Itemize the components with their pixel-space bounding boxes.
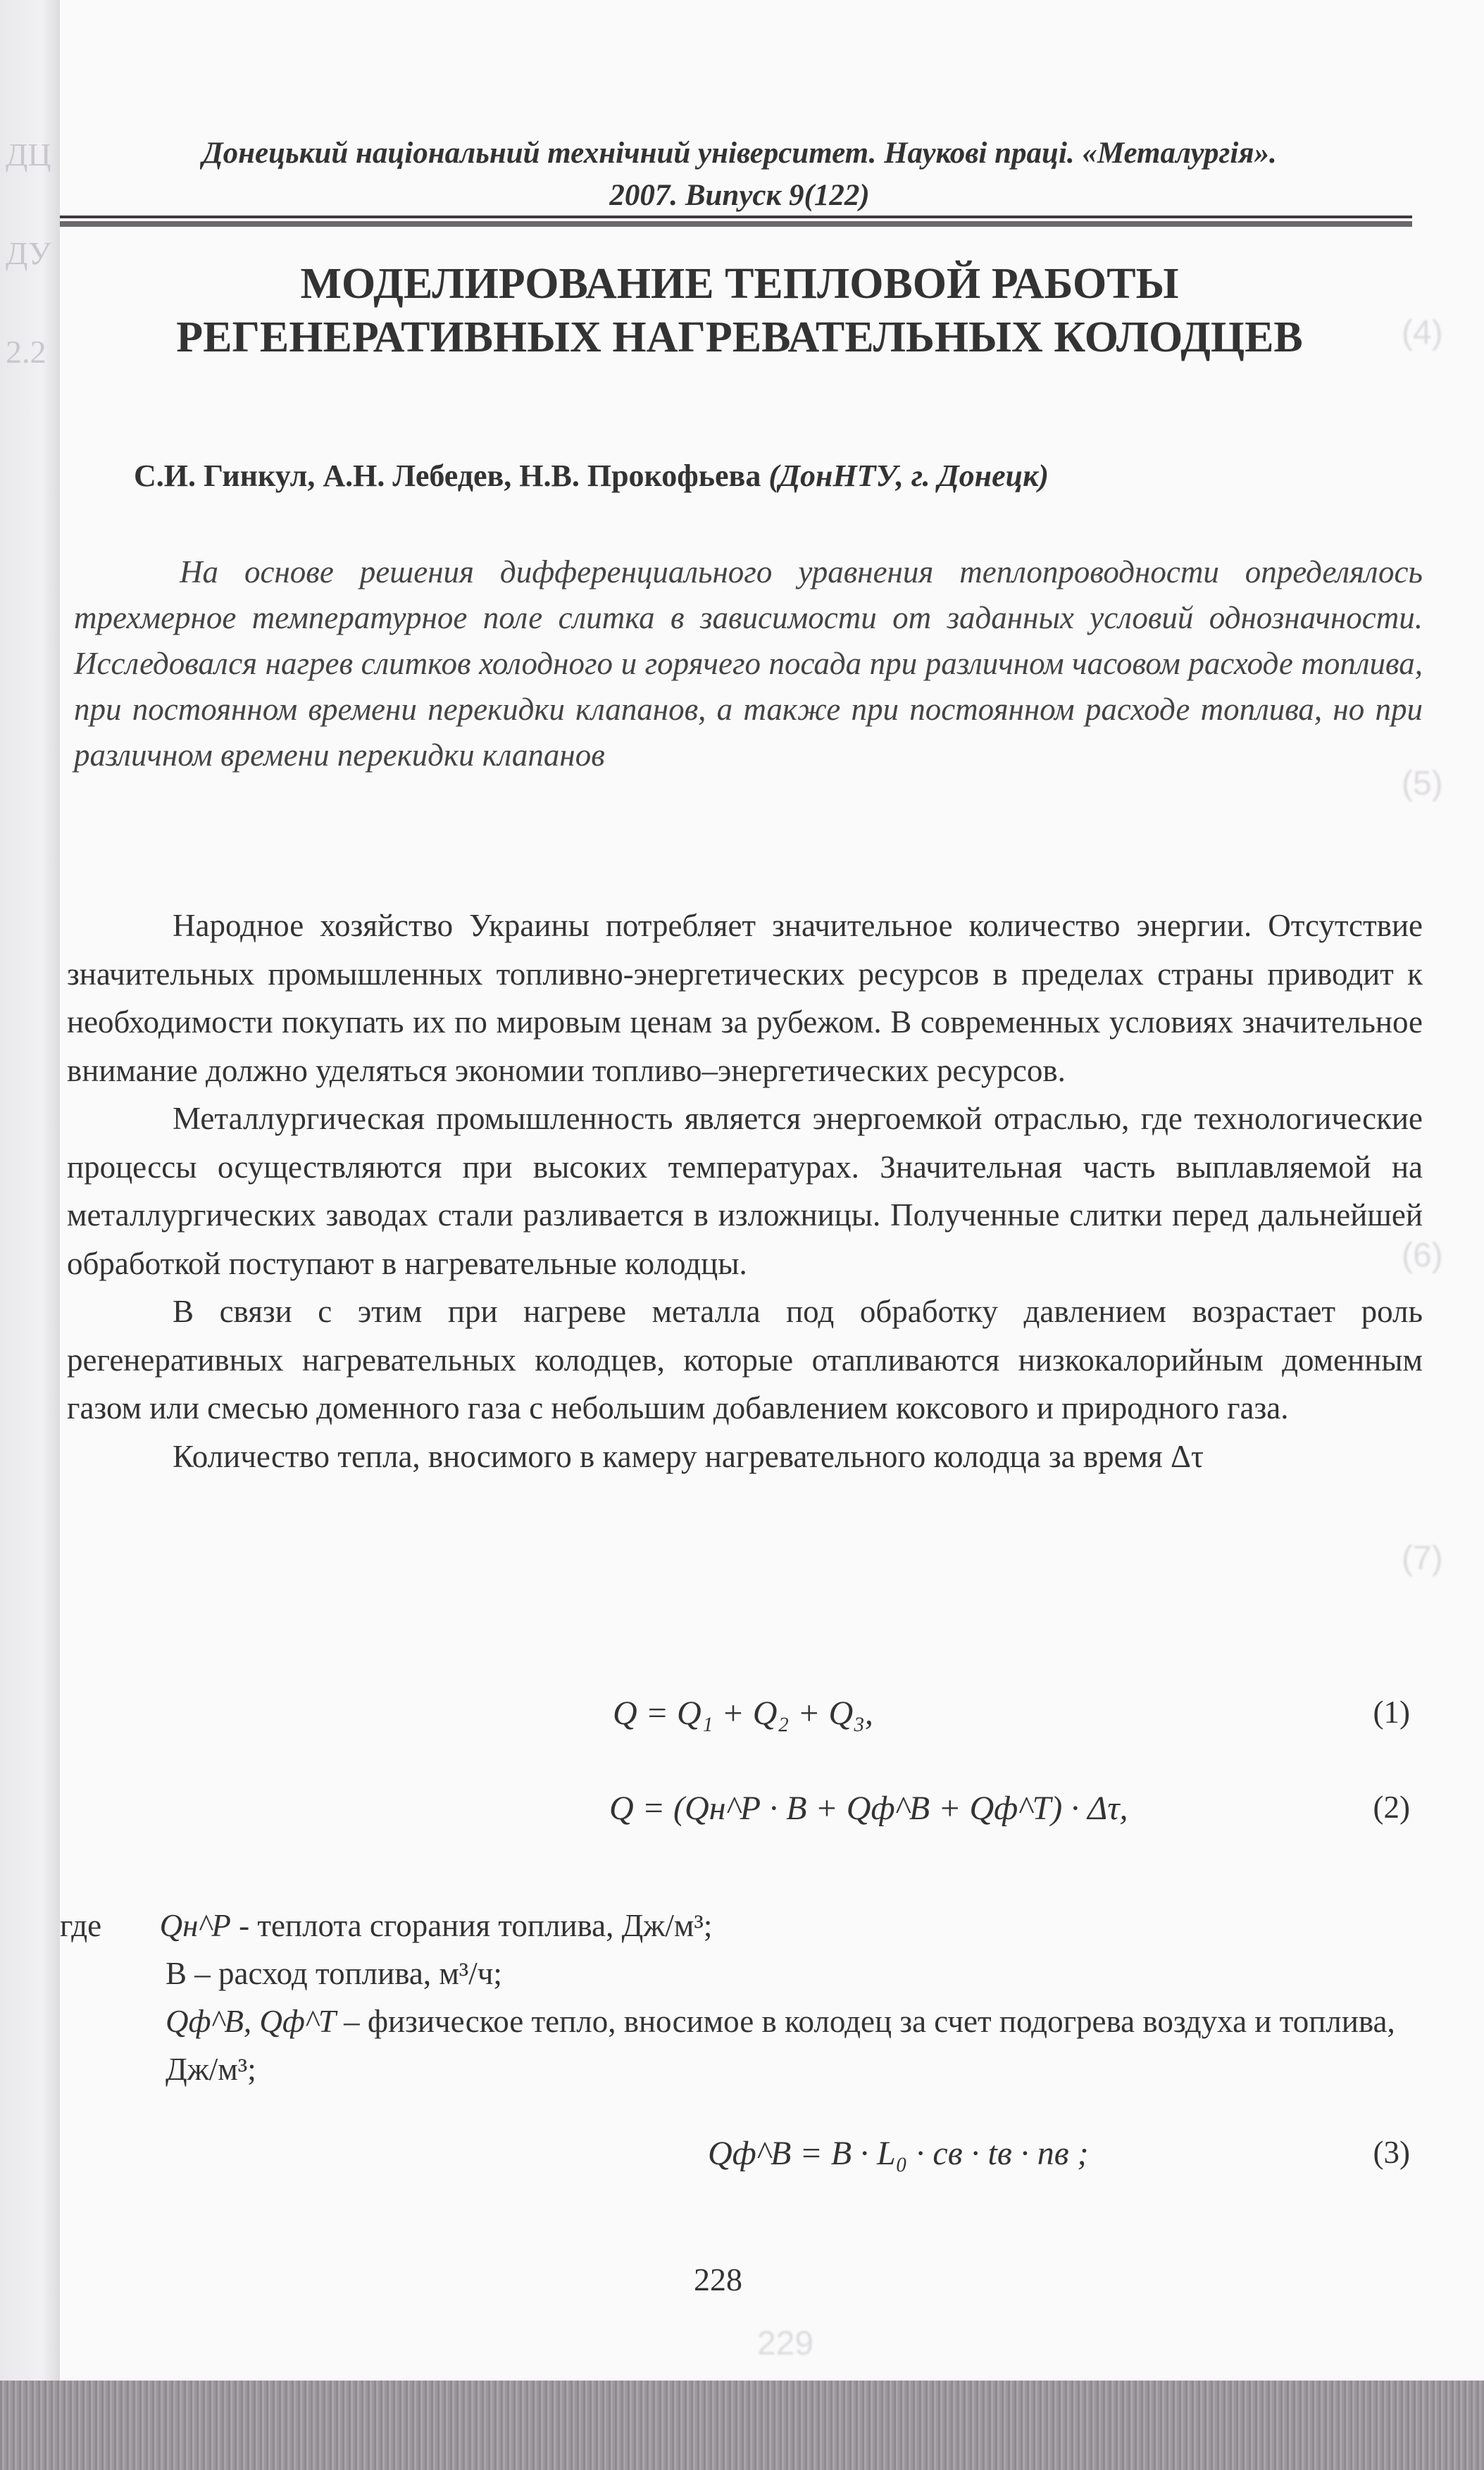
header-rule-thick [60,221,1412,227]
bleed-mark: (7) [1402,1540,1443,1577]
article-title [67,257,1412,364]
equation-2 [609,1789,1128,1828]
equation-1-number: (1) [1373,1695,1410,1730]
journal-line-2: 2007. Випуск 9(122) [609,179,870,212]
header-rule-thin [60,216,1412,218]
running-head [67,132,1412,217]
journal-line-1: Донецький національний технічний університет. Наукові праці. «Металургія». [202,137,1277,170]
equation-3 [708,2134,1089,2173]
definition-text: - теплота сгорания топлива, Дж/м³; [239,1908,713,1943]
definition-text: В – расход топлива, м³/ч; [166,1956,502,1991]
body-text [67,902,1423,1480]
bleed-mark: (4) [1402,314,1443,351]
definition-symbol: Qф^В, Qф^Т [166,2004,336,2039]
equation-3-number: (3) [1373,2135,1410,2170]
title-line-2: РЕГЕНЕРАТИВНЫХ НАГРЕВАТЕЛЬНЫХ КОЛОДЦЕВ [176,313,1303,361]
title-line-1: МОДЕЛИРОВАНИЕ ТЕПЛОВОЙ РАБОТЫ [300,260,1179,308]
abstract [74,549,1423,778]
equation-2-text: Q = (Qн^Р · B + Qф^В + Qф^Т) · Δτ, [609,1790,1128,1827]
bleed-mark: (5) [1402,765,1443,802]
gutter-marks: ДЦ ДУ 2.2 [6,137,51,370]
definition-row [60,1902,1423,1950]
paragraph: Металлургическая промышленность является энергоемкой отраслью, где технологические процессы осуществляются при высоких температурах. Значительная часть выплавляемой на металлургических заводах стали разливается в изложницы. Полученные слитки перед дальнейшей обработкой поступают в нагревательные колодцы. [67,1101,1423,1281]
bleed-mark: 229 [757,2325,814,2362]
definitions [60,1902,1423,2093]
abstract-text: На основе решения дифференциального уравнения теплопроводности определялось трехмерное температурное поле слитка в зависимости от заданных условий однозначности. Исследовался нагрев слитков холодного и горячего посада при различном часовом расходе топлива, при постоянном времени перекидки клапанов, а также при постоянном расходе топлива, но при различном времени перекидки клапанов [74,554,1423,773]
affiliation: (ДонНТУ, г. Донецк) [768,459,1049,493]
page-number: 228 [694,2262,742,2297]
definition-text: – физическое тепло, вносимое в колодец за счет подогрева воздуха и топлива, Дж/м³; [166,2004,1395,2087]
paragraph: Количество тепла, вносимого в камеру нагревательного колодца за время Δτ [173,1438,1204,1474]
authors [134,458,1049,494]
paragraph: Народное хозяйство Украины потребляет значительное количество энергии. Отсутствие значительных промышленных топливно-энергетических ресурсов в пределах страны приводит к необходимости покупать их по мировым ценам за рубежом. В современных условиях значительное внимание должно уделяться экономии топливо–энергетических ресурсов. [67,908,1423,1088]
bleed-mark: (6) [1402,1237,1443,1274]
definition-symbol: Qн^Р [159,1908,231,1943]
where-label: где [60,1908,102,1943]
definition-row [60,1950,1423,1997]
equation-1-text: Q = Q₁ + Q₂ + Q₃, [613,1695,873,1732]
paragraph: В связи с этим при нагреве металла под обработку давлением возрастает роль регенеративных нагревательных колодцев, которые отапливаются низкокалорийным доменным газом или смесью доменного газа с небольшим добавлением коксового и природного газа. [67,1294,1423,1426]
equation-3-text: Qф^В = B · L₀ · cв · tв · nв ; [708,2135,1089,2172]
scanner-edge [0,2381,1484,2470]
author-names: С.И. Гинкул, А.Н. Лебедев, Н.В. Прокофьева [134,459,761,493]
page-gutter [0,0,60,2381]
equation-2-number: (2) [1373,1790,1410,1825]
equation-1 [613,1694,873,1733]
definition-row [60,1997,1423,2093]
